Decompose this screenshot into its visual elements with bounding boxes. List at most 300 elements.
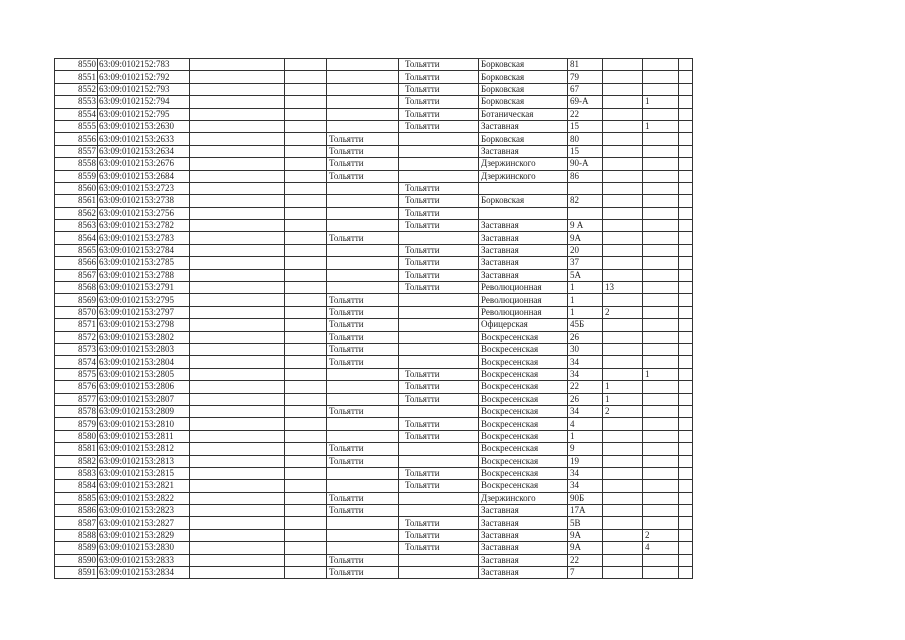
house-number-cell: 4: [568, 418, 603, 430]
table-row: [55, 443, 693, 455]
apartment-cell: [643, 158, 679, 170]
empty-cell: [679, 145, 693, 157]
empty-cell: [679, 96, 693, 108]
building-cell: [603, 505, 643, 517]
table-row: [55, 170, 693, 182]
street-cell: Воскресенская: [479, 405, 568, 417]
empty-cell: [190, 195, 285, 207]
city-cell: Тольятти: [327, 443, 399, 455]
city-cell: Тольятти: [399, 96, 479, 108]
cadastral-number-cell: 63:09:0102152:795: [98, 108, 190, 120]
empty-cell: [190, 294, 285, 306]
street-cell: Воскресенская: [479, 480, 568, 492]
empty-cell: [190, 542, 285, 554]
apartment-cell: [643, 133, 679, 145]
empty-cell: [190, 269, 285, 281]
city-cell: Тольятти: [327, 554, 399, 566]
apartment-cell: [643, 517, 679, 529]
empty-cell: [190, 443, 285, 455]
empty-cell: [679, 182, 693, 194]
city-cell: [399, 505, 479, 517]
row-number-cell: 8570: [55, 306, 98, 318]
city-cell: Тольятти: [399, 195, 479, 207]
table-row: [55, 120, 693, 132]
empty-cell: [190, 71, 285, 83]
apartment-cell: 1: [643, 96, 679, 108]
empty-cell: [285, 467, 327, 479]
empty-cell: [285, 430, 327, 442]
row-number-cell: 8563: [55, 220, 98, 232]
city-cell: Тольятти: [399, 257, 479, 269]
row-number-cell: 8590: [55, 554, 98, 566]
cadastral-number-cell: 63:09:0102153:2783: [98, 232, 190, 244]
street-cell: Заставная: [479, 529, 568, 541]
house-number-cell: 15: [568, 120, 603, 132]
apartment-cell: [643, 319, 679, 331]
city-cell: [327, 71, 399, 83]
building-cell: [603, 220, 643, 232]
cadastral-number-cell: 63:09:0102152:783: [98, 59, 190, 71]
empty-cell: [190, 517, 285, 529]
city-cell: Тольятти: [399, 83, 479, 95]
table-row: [55, 220, 693, 232]
city-cell: Тольятти: [327, 356, 399, 368]
apartment-cell: [643, 554, 679, 566]
apartment-cell: [643, 343, 679, 355]
cadastral-number-cell: 63:09:0102153:2630: [98, 120, 190, 132]
building-cell: [603, 269, 643, 281]
building-cell: [603, 443, 643, 455]
house-number-cell: 30: [568, 343, 603, 355]
empty-cell: [285, 343, 327, 355]
city-cell: Тольятти: [399, 517, 479, 529]
house-number-cell: 34: [568, 368, 603, 380]
table-row: [55, 343, 693, 355]
row-number-cell: 8581: [55, 443, 98, 455]
row-number-cell: 8571: [55, 319, 98, 331]
empty-cell: [679, 567, 693, 579]
building-cell: [603, 294, 643, 306]
empty-cell: [285, 381, 327, 393]
empty-cell: [285, 294, 327, 306]
street-cell: Воскресенская: [479, 356, 568, 368]
cadastral-number-cell: 63:09:0102153:2812: [98, 443, 190, 455]
city-cell: Тольятти: [399, 120, 479, 132]
city-cell: Тольятти: [327, 505, 399, 517]
apartment-cell: [643, 182, 679, 194]
empty-cell: [285, 492, 327, 504]
city-cell: [327, 467, 399, 479]
empty-cell: [679, 306, 693, 318]
building-cell: [603, 492, 643, 504]
row-number-cell: 8568: [55, 282, 98, 294]
building-cell: [603, 368, 643, 380]
street-cell: Ботаническая: [479, 108, 568, 120]
row-number-cell: 8556: [55, 133, 98, 145]
table-row: [55, 356, 693, 368]
apartment-cell: [643, 257, 679, 269]
cadastral-number-cell: 63:09:0102153:2805: [98, 368, 190, 380]
city-cell: Тольятти: [327, 170, 399, 182]
cadastral-number-cell: 63:09:0102153:2823: [98, 505, 190, 517]
empty-cell: [679, 195, 693, 207]
apartment-cell: [643, 480, 679, 492]
city-cell: [327, 83, 399, 95]
empty-cell: [679, 207, 693, 219]
empty-cell: [679, 529, 693, 541]
city-cell: [327, 368, 399, 380]
empty-cell: [679, 294, 693, 306]
city-cell: [327, 381, 399, 393]
house-number-cell: 80: [568, 133, 603, 145]
empty-cell: [190, 319, 285, 331]
city-cell: [399, 567, 479, 579]
apartment-cell: [643, 108, 679, 120]
empty-cell: [285, 96, 327, 108]
empty-cell: [285, 133, 327, 145]
city-cell: Тольятти: [399, 282, 479, 294]
empty-cell: [190, 244, 285, 256]
house-number-cell: 82: [568, 195, 603, 207]
table-row: [55, 455, 693, 467]
empty-cell: [285, 368, 327, 380]
building-cell: [603, 480, 643, 492]
cadastral-number-cell: 63:09:0102153:2798: [98, 319, 190, 331]
house-number-cell: [568, 207, 603, 219]
house-number-cell: 67: [568, 83, 603, 95]
table-row: [55, 567, 693, 579]
city-cell: [327, 529, 399, 541]
empty-cell: [190, 455, 285, 467]
city-cell: Тольятти: [399, 182, 479, 194]
cadastral-number-cell: 63:09:0102153:2797: [98, 306, 190, 318]
empty-cell: [285, 145, 327, 157]
building-cell: [603, 120, 643, 132]
empty-cell: [285, 356, 327, 368]
apartment-cell: [643, 492, 679, 504]
street-cell: Заставная: [479, 232, 568, 244]
apartment-cell: [643, 207, 679, 219]
apartment-cell: 1: [643, 368, 679, 380]
cadastral-number-cell: 63:09:0102153:2829: [98, 529, 190, 541]
building-cell: [603, 567, 643, 579]
building-cell: [603, 182, 643, 194]
city-cell: [327, 96, 399, 108]
row-number-cell: 8591: [55, 567, 98, 579]
street-cell: Воскресенская: [479, 381, 568, 393]
city-cell: Тольятти: [327, 294, 399, 306]
street-cell: [479, 182, 568, 194]
cadastral-number-cell: 63:09:0102153:2802: [98, 331, 190, 343]
city-cell: Тольятти: [327, 158, 399, 170]
city-cell: Тольятти: [399, 430, 479, 442]
empty-cell: [679, 257, 693, 269]
building-cell: [603, 195, 643, 207]
city-cell: [327, 244, 399, 256]
table-row: [55, 71, 693, 83]
empty-cell: [679, 505, 693, 517]
table-row: [55, 319, 693, 331]
house-number-cell: 86: [568, 170, 603, 182]
city-cell: [327, 393, 399, 405]
city-cell: [399, 294, 479, 306]
cadastral-number-cell: 63:09:0102153:2784: [98, 244, 190, 256]
house-number-cell: 90Б: [568, 492, 603, 504]
house-number-cell: 19: [568, 455, 603, 467]
street-cell: Воскресенская: [479, 331, 568, 343]
empty-cell: [679, 244, 693, 256]
row-number-cell: 8569: [55, 294, 98, 306]
house-number-cell: 22: [568, 381, 603, 393]
street-cell: Борковская: [479, 59, 568, 71]
row-number-cell: 8557: [55, 145, 98, 157]
building-cell: [603, 83, 643, 95]
empty-cell: [285, 59, 327, 71]
house-number-cell: 45Б: [568, 319, 603, 331]
city-cell: Тольятти: [327, 455, 399, 467]
row-number-cell: 8577: [55, 393, 98, 405]
apartment-cell: 2: [643, 529, 679, 541]
empty-cell: [679, 443, 693, 455]
table-row: [55, 195, 693, 207]
table-row: [55, 96, 693, 108]
street-cell: Борковская: [479, 133, 568, 145]
row-number-cell: 8562: [55, 207, 98, 219]
table-row: [55, 133, 693, 145]
apartment-cell: [643, 170, 679, 182]
row-number-cell: 8565: [55, 244, 98, 256]
apartment-cell: [643, 232, 679, 244]
empty-cell: [285, 455, 327, 467]
table-row: [55, 542, 693, 554]
house-number-cell: 34: [568, 405, 603, 417]
empty-cell: [679, 467, 693, 479]
street-cell: Борковская: [479, 96, 568, 108]
empty-cell: [285, 244, 327, 256]
house-number-cell: 22: [568, 108, 603, 120]
city-cell: [327, 430, 399, 442]
row-number-cell: 8560: [55, 182, 98, 194]
city-cell: Тольятти: [399, 393, 479, 405]
building-cell: [603, 59, 643, 71]
row-number-cell: 8572: [55, 331, 98, 343]
empty-cell: [679, 59, 693, 71]
street-cell: [479, 207, 568, 219]
street-cell: Революционная: [479, 282, 568, 294]
apartment-cell: [643, 269, 679, 281]
city-cell: Тольятти: [399, 59, 479, 71]
building-cell: [603, 529, 643, 541]
cadastral-number-cell: 63:09:0102153:2813: [98, 455, 190, 467]
house-number-cell: 26: [568, 331, 603, 343]
building-cell: [603, 257, 643, 269]
street-cell: Воскресенская: [479, 443, 568, 455]
empty-cell: [679, 343, 693, 355]
table-row: [55, 331, 693, 343]
empty-cell: [679, 220, 693, 232]
house-number-cell: 9А: [568, 542, 603, 554]
street-cell: Заставная: [479, 554, 568, 566]
house-number-cell: [568, 182, 603, 194]
cadastral-number-cell: 63:09:0102153:2821: [98, 480, 190, 492]
table-row: [55, 83, 693, 95]
cadastral-number-cell: 63:09:0102153:2834: [98, 567, 190, 579]
street-cell: Заставная: [479, 269, 568, 281]
house-number-cell: 90-А: [568, 158, 603, 170]
empty-cell: [190, 232, 285, 244]
house-number-cell: 20: [568, 244, 603, 256]
empty-cell: [190, 467, 285, 479]
table-row: [55, 492, 693, 504]
city-cell: [399, 319, 479, 331]
table-row: [55, 467, 693, 479]
empty-cell: [190, 158, 285, 170]
empty-cell: [285, 443, 327, 455]
table-row: [55, 145, 693, 157]
house-number-cell: 34: [568, 467, 603, 479]
city-cell: Тольятти: [399, 108, 479, 120]
row-number-cell: 8558: [55, 158, 98, 170]
house-number-cell: 5А: [568, 269, 603, 281]
house-number-cell: 79: [568, 71, 603, 83]
street-cell: Заставная: [479, 120, 568, 132]
empty-cell: [285, 158, 327, 170]
empty-cell: [190, 343, 285, 355]
table-row: [55, 182, 693, 194]
empty-cell: [679, 319, 693, 331]
empty-cell: [285, 120, 327, 132]
empty-cell: [190, 133, 285, 145]
city-cell: [327, 195, 399, 207]
empty-cell: [190, 368, 285, 380]
building-cell: 1: [603, 381, 643, 393]
table-row: [55, 505, 693, 517]
street-cell: Воскресенская: [479, 393, 568, 405]
apartment-cell: [643, 567, 679, 579]
city-cell: [327, 59, 399, 71]
city-cell: Тольятти: [327, 319, 399, 331]
apartment-cell: [643, 505, 679, 517]
city-cell: Тольятти: [399, 207, 479, 219]
empty-cell: [190, 145, 285, 157]
empty-cell: [679, 492, 693, 504]
cadastral-number-cell: 63:09:0102153:2807: [98, 393, 190, 405]
empty-cell: [285, 269, 327, 281]
table-body: [55, 59, 693, 579]
empty-cell: [679, 393, 693, 405]
cadastral-number-cell: 63:09:0102152:792: [98, 71, 190, 83]
building-cell: [603, 108, 643, 120]
empty-cell: [679, 269, 693, 281]
house-number-cell: 7: [568, 567, 603, 579]
city-cell: [327, 542, 399, 554]
city-cell: Тольятти: [399, 71, 479, 83]
apartment-cell: [643, 294, 679, 306]
empty-cell: [679, 71, 693, 83]
city-cell: [327, 257, 399, 269]
table-row: [55, 282, 693, 294]
city-cell: [327, 220, 399, 232]
city-cell: Тольятти: [399, 418, 479, 430]
apartment-cell: [643, 455, 679, 467]
street-cell: Революционная: [479, 306, 568, 318]
cadastral-number-cell: 63:09:0102153:2815: [98, 467, 190, 479]
house-number-cell: 17А: [568, 505, 603, 517]
table-row: [55, 59, 693, 71]
empty-cell: [679, 282, 693, 294]
street-cell: Заставная: [479, 257, 568, 269]
apartment-cell: [643, 418, 679, 430]
empty-cell: [190, 505, 285, 517]
cadastral-number-cell: 63:09:0102153:2806: [98, 381, 190, 393]
street-cell: Воскресенская: [479, 418, 568, 430]
building-cell: [603, 356, 643, 368]
city-cell: [327, 207, 399, 219]
city-cell: [399, 343, 479, 355]
empty-cell: [190, 120, 285, 132]
empty-cell: [190, 480, 285, 492]
street-cell: Революционная: [479, 294, 568, 306]
cadastral-number-cell: 63:09:0102153:2830: [98, 542, 190, 554]
empty-cell: [285, 319, 327, 331]
row-number-cell: 8553: [55, 96, 98, 108]
city-cell: [327, 480, 399, 492]
building-cell: [603, 430, 643, 442]
row-number-cell: 8578: [55, 405, 98, 417]
street-cell: Борковская: [479, 71, 568, 83]
empty-cell: [285, 306, 327, 318]
row-number-cell: 8574: [55, 356, 98, 368]
empty-cell: [679, 133, 693, 145]
building-cell: [603, 207, 643, 219]
empty-cell: [679, 331, 693, 343]
house-number-cell: 9: [568, 443, 603, 455]
city-cell: [399, 405, 479, 417]
empty-cell: [285, 207, 327, 219]
empty-cell: [679, 83, 693, 95]
building-cell: [603, 170, 643, 182]
city-cell: [399, 443, 479, 455]
row-number-cell: 8567: [55, 269, 98, 281]
row-number-cell: 8585: [55, 492, 98, 504]
cadastral-number-cell: 63:09:0102153:2684: [98, 170, 190, 182]
city-cell: [327, 282, 399, 294]
empty-cell: [679, 170, 693, 182]
apartment-cell: [643, 430, 679, 442]
empty-cell: [190, 331, 285, 343]
street-cell: Воскресенская: [479, 430, 568, 442]
apartment-cell: [643, 331, 679, 343]
apartment-cell: 1: [643, 120, 679, 132]
city-cell: Тольятти: [327, 232, 399, 244]
empty-cell: [285, 418, 327, 430]
city-cell: Тольятти: [399, 368, 479, 380]
cadastral-number-cell: 63:09:0102153:2809: [98, 405, 190, 417]
street-cell: Воскресенская: [479, 368, 568, 380]
apartment-cell: [643, 244, 679, 256]
empty-cell: [285, 393, 327, 405]
street-cell: Заставная: [479, 567, 568, 579]
house-number-cell: 34: [568, 356, 603, 368]
row-number-cell: 8555: [55, 120, 98, 132]
table-row: [55, 108, 693, 120]
empty-cell: [679, 455, 693, 467]
cadastral-number-cell: 63:09:0102153:2791: [98, 282, 190, 294]
cadastral-number-cell: 63:09:0102153:2810: [98, 418, 190, 430]
empty-cell: [285, 554, 327, 566]
apartment-cell: [643, 381, 679, 393]
house-number-cell: 9А: [568, 232, 603, 244]
